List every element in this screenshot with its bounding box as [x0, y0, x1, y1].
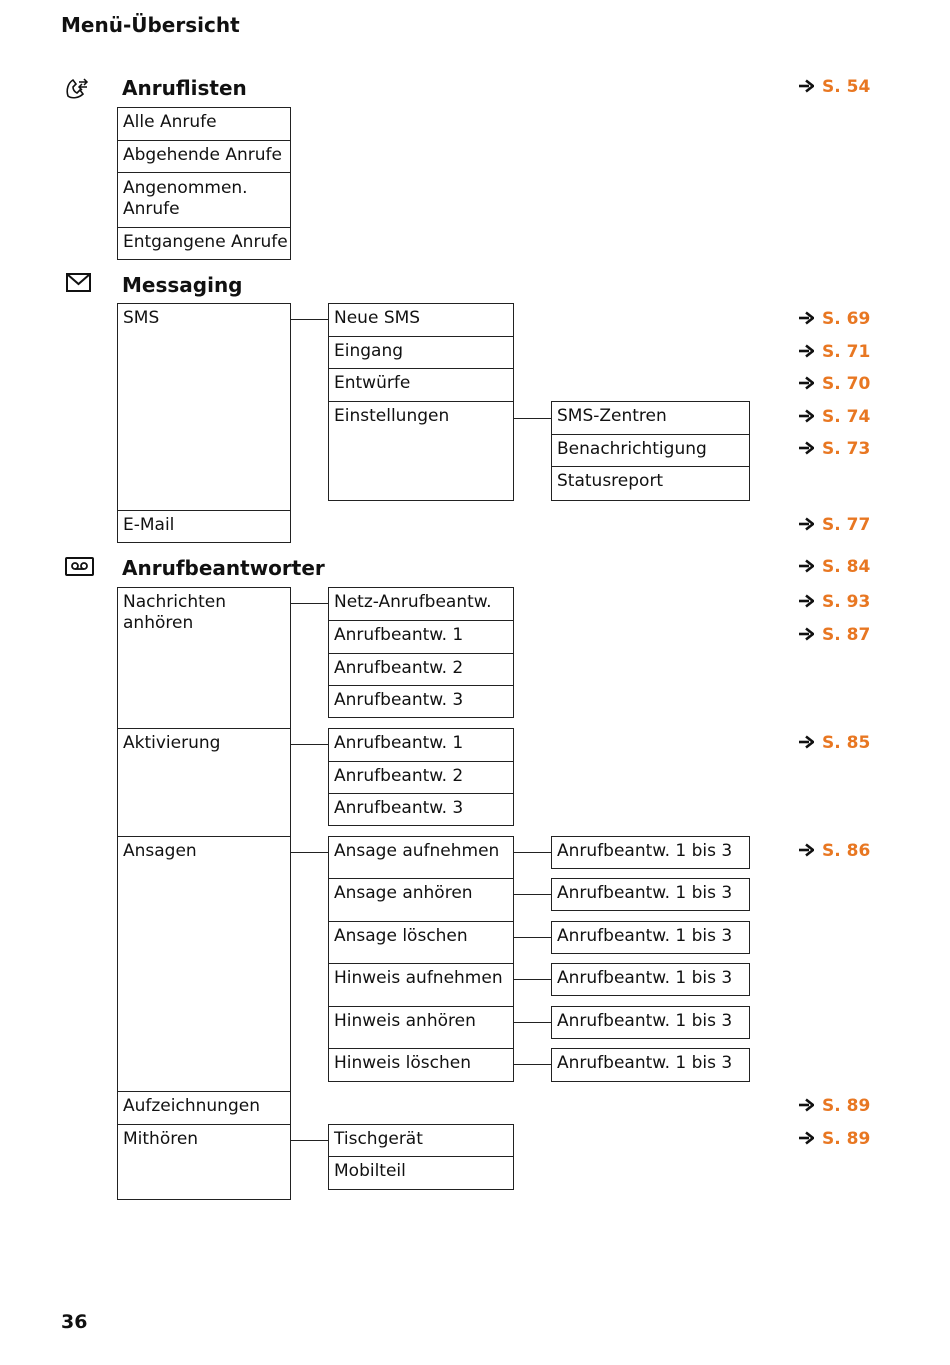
menu-item-target-ab-1-bis-3[interactable]: Anrufbeantw. 1 bis 3 [551, 836, 750, 869]
menu-item-anrufbeantw-3[interactable]: Anrufbeantw. 3 [328, 685, 514, 718]
connector-line [291, 852, 328, 853]
menu-item-sms[interactable]: SMS [117, 303, 291, 511]
page-ref-anrufbeantworter[interactable]: S. 84 [798, 557, 870, 577]
arrow-right-icon [798, 1098, 814, 1112]
menu-item-tischgeraet[interactable]: Tischgerät [328, 1124, 514, 1157]
section-title-messaging: Messaging [122, 273, 243, 297]
page-ref-anrufbeantw-1[interactable]: S. 87 [798, 625, 870, 645]
menu-item-angenommen-anrufe[interactable]: Angenommen. Anrufe [117, 172, 291, 228]
arrow-right-icon [798, 311, 814, 325]
page-ref-benachrichtigung[interactable]: S. 73 [798, 439, 870, 459]
page-ref-eingang[interactable]: S. 71 [798, 342, 870, 362]
menu-item-mobilteil[interactable]: Mobilteil [328, 1156, 514, 1190]
menu-item-entgangene-anrufe[interactable]: Entgangene Anrufe [117, 227, 291, 260]
menu-item-target-ab-1-bis-3[interactable]: Anrufbeantw. 1 bis 3 [551, 963, 750, 996]
section-title-anrufbeantworter: Anrufbeantworter [122, 556, 325, 580]
menu-item-target-ab-1-bis-3[interactable]: Anrufbeantw. 1 bis 3 [551, 878, 750, 911]
menu-item-benachrichtigung[interactable]: Benachrichtigung [551, 434, 750, 467]
menu-item-aktivierung-ab3[interactable]: Anrufbeantw. 3 [328, 793, 514, 826]
menu-item-hinweis-anhoeren[interactable]: Hinweis anhören [328, 1006, 514, 1049]
menu-item-ansage-loeschen[interactable]: Ansage löschen [328, 921, 514, 964]
connector-line [514, 937, 551, 938]
arrow-right-icon [798, 79, 814, 93]
menu-item-ansagen[interactable]: Ansagen [117, 836, 291, 1092]
arrow-right-icon [798, 559, 814, 573]
page-ref-aktivierung[interactable]: S. 85 [798, 733, 870, 753]
menu-item-target-ab-1-bis-3[interactable]: Anrufbeantw. 1 bis 3 [551, 921, 750, 954]
connector-line [514, 852, 551, 853]
arrow-right-icon [798, 1131, 814, 1145]
arrow-right-icon [798, 843, 814, 857]
page-ref-ansagen[interactable]: S. 86 [798, 841, 870, 861]
menu-item-mithoeren[interactable]: Mithören [117, 1124, 291, 1200]
menu-item-hinweis-loeschen[interactable]: Hinweis löschen [328, 1048, 514, 1082]
menu-item-target-ab-1-bis-3[interactable]: Anrufbeantw. 1 bis 3 [551, 1048, 750, 1082]
menu-item-entwuerfe[interactable]: Entwürfe [328, 368, 514, 402]
menu-item-netz-anrufbeantw[interactable]: Netz-Anrufbeantw. [328, 587, 514, 621]
arrow-right-icon [798, 344, 814, 358]
page-ref-mithoeren[interactable]: S. 89 [798, 1129, 870, 1149]
page-ref-anruflisten[interactable]: S. 54 [798, 77, 870, 97]
connector-line [514, 418, 551, 419]
menu-item-aktivierung-ab2[interactable]: Anrufbeantw. 2 [328, 761, 514, 794]
arrow-right-icon [798, 594, 814, 608]
connector-line [514, 894, 551, 895]
menu-item-statusreport[interactable]: Statusreport [551, 466, 750, 501]
connector-line [514, 979, 551, 980]
connector-line [291, 1140, 328, 1141]
voicemail-icon [65, 557, 95, 577]
menu-item-eingang[interactable]: Eingang [328, 336, 514, 369]
page-number: 36 [61, 1311, 88, 1333]
connector-line [514, 1064, 551, 1065]
menu-item-ansage-anhoeren[interactable]: Ansage anhören [328, 878, 514, 922]
menu-item-einstellungen[interactable]: Einstellungen [328, 401, 514, 501]
page-ref-entwuerfe[interactable]: S. 70 [798, 374, 870, 394]
menu-item-hinweis-aufnehmen[interactable]: Hinweis aufnehmen [328, 963, 514, 1007]
menu-item-aktivierung[interactable]: Aktivierung [117, 728, 291, 837]
section-title-anruflisten: Anruflisten [122, 76, 247, 100]
arrow-right-icon [798, 441, 814, 455]
page-ref-aufzeichnungen[interactable]: S. 89 [798, 1096, 870, 1116]
envelope-icon [66, 273, 92, 293]
connector-line [291, 319, 328, 320]
page-ref-netz-anrufbeantw[interactable]: S. 93 [798, 592, 870, 612]
page-ref-sms-zentren[interactable]: S. 74 [798, 407, 870, 427]
menu-item-nachrichten-anhoeren[interactable]: Nachrichten anhören [117, 587, 291, 729]
menu-item-aktivierung-ab1[interactable]: Anrufbeantw. 1 [328, 728, 514, 762]
arrow-right-icon [798, 376, 814, 390]
connector-line [291, 744, 328, 745]
connector-line [291, 603, 328, 604]
menu-item-anrufbeantw-1[interactable]: Anrufbeantw. 1 [328, 620, 514, 654]
menu-item-alle-anrufe[interactable]: Alle Anrufe [117, 107, 291, 141]
page-title: Menü-Übersicht [61, 13, 240, 37]
menu-item-aufzeichnungen[interactable]: Aufzeichnungen [117, 1091, 291, 1125]
menu-item-ansage-aufnehmen[interactable]: Ansage aufnehmen [328, 836, 514, 879]
page-ref-email[interactable]: S. 77 [798, 515, 870, 535]
menu-item-abgehende-anrufe[interactable]: Abgehende Anrufe [117, 140, 291, 173]
arrow-right-icon [798, 627, 814, 641]
arrow-right-icon [798, 517, 814, 531]
menu-item-sms-zentren[interactable]: SMS-Zentren [551, 401, 750, 435]
menu-item-anrufbeantw-2[interactable]: Anrufbeantw. 2 [328, 653, 514, 686]
arrow-right-icon [798, 735, 814, 749]
page-ref-neue-sms[interactable]: S. 69 [798, 309, 870, 329]
arrow-right-icon [798, 409, 814, 423]
connector-line [514, 1022, 551, 1023]
menu-item-neue-sms[interactable]: Neue SMS [328, 303, 514, 337]
menu-item-email[interactable]: E-Mail [117, 510, 291, 543]
menu-item-target-ab-1-bis-3[interactable]: Anrufbeantw. 1 bis 3 [551, 1006, 750, 1039]
call-list-icon [64, 76, 90, 100]
